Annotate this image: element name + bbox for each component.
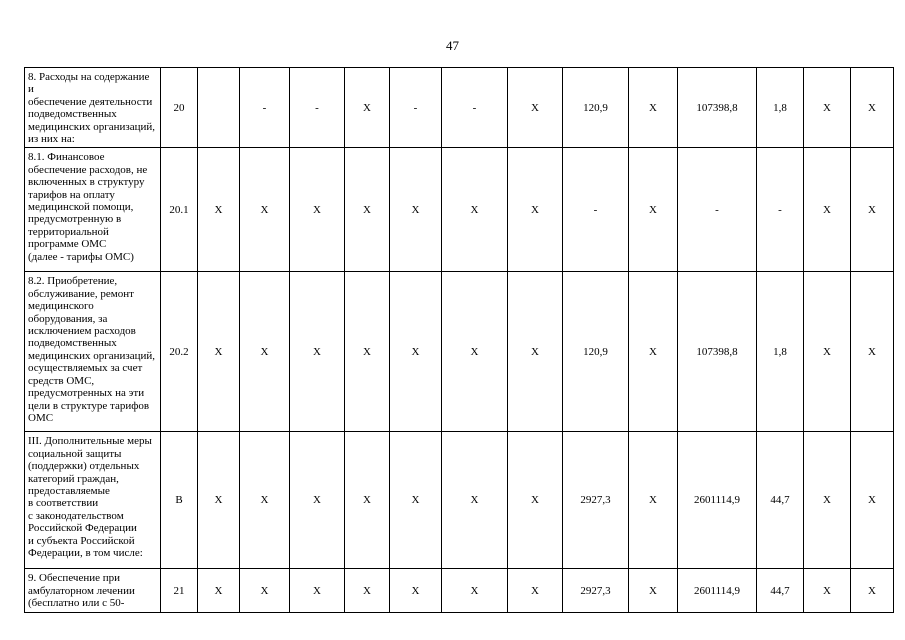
table-cell: X xyxy=(629,272,678,432)
table-cell: 2927,3 xyxy=(563,432,629,569)
table-cell: X xyxy=(508,432,563,569)
row-name-line: в соответствии xyxy=(28,497,99,510)
budget-table xyxy=(24,67,894,613)
row-name-line: Российской Федерации xyxy=(28,522,137,535)
table-cell: X xyxy=(198,272,240,432)
row-name-line: 9. Обеспечение при xyxy=(28,572,121,585)
row-name-line: и субъекта Российской xyxy=(28,534,135,547)
row-code-cell: 20.2 xyxy=(161,272,198,432)
row-name-line: предоставляемые xyxy=(28,485,110,498)
row-name-line: исключением расходов xyxy=(28,325,136,338)
row-name-line: из них на: xyxy=(28,133,75,146)
table-row xyxy=(25,272,894,432)
row-name-line: территориальной xyxy=(28,225,109,238)
table-cell: X xyxy=(851,569,894,613)
table-row xyxy=(25,68,894,148)
table-cell: X xyxy=(851,272,894,432)
row-name xyxy=(25,432,161,569)
row-name xyxy=(25,272,161,432)
table-cell: X xyxy=(198,432,240,569)
row-name-line: ОМС xyxy=(28,411,54,424)
table-cell: X xyxy=(390,272,442,432)
table-cell: X xyxy=(851,68,894,148)
table-cell: 107398,8 xyxy=(678,68,757,148)
table-cell: X xyxy=(804,272,851,432)
table-cell: X xyxy=(804,432,851,569)
row-code-cell: 20.1 xyxy=(161,148,198,272)
table-cell: X xyxy=(508,148,563,272)
row-name-line: (поддержки) отдельных xyxy=(28,460,140,473)
row-name-line: амбулаторном лечении xyxy=(28,584,135,597)
table-cell: - xyxy=(563,148,629,272)
page-number: 47 xyxy=(446,38,459,53)
row-name-line: (далее - тарифы ОМС) xyxy=(28,250,134,263)
table-cell: X xyxy=(390,432,442,569)
row-name-line: медицинского xyxy=(28,300,94,313)
table-cell: 2927,3 xyxy=(563,569,629,613)
row-code-cell: 21 xyxy=(161,569,198,613)
table-cell: 2601114,9 xyxy=(678,569,757,613)
table-cell: - xyxy=(442,68,508,148)
table-cell: X xyxy=(290,432,345,569)
table-cell: - xyxy=(290,68,345,148)
row-name-line: Федерации, в том числе: xyxy=(28,547,143,560)
table-cell: 44,7 xyxy=(757,569,804,613)
row-name-line: осуществляемых за счет xyxy=(28,362,143,375)
table-cell: X xyxy=(508,272,563,432)
row-name-line: подведомственных xyxy=(28,337,117,350)
row-code-cell: 20 xyxy=(161,68,198,148)
table-cell: X xyxy=(198,148,240,272)
table-cell: X xyxy=(442,148,508,272)
table-cell: - xyxy=(240,68,290,148)
table-cell: X xyxy=(508,569,563,613)
row-name-line: обслуживание, ремонт xyxy=(28,287,134,300)
table-cell: X xyxy=(240,432,290,569)
row-name-line: категорий граждан, xyxy=(28,472,119,485)
table-cell: 1,8 xyxy=(757,68,804,148)
table-cell: 2601114,9 xyxy=(678,432,757,569)
row-name-line: 8. Расходы на содержание и xyxy=(28,71,150,96)
row-name-line: подведомственных xyxy=(28,108,117,121)
table-cell: X xyxy=(629,569,678,613)
table-cell: X xyxy=(290,272,345,432)
table-cell: X xyxy=(345,68,390,148)
row-name-line: (бесплатно или с 50- xyxy=(28,597,125,610)
row-name-line: средств ОМС, xyxy=(28,374,95,387)
table-cell: X xyxy=(851,432,894,569)
row-name-line: медицинской помощи, xyxy=(28,201,134,214)
table-cell: - xyxy=(757,148,804,272)
row-name-line: предусмотренных на эти xyxy=(28,387,145,400)
row-name xyxy=(25,68,161,148)
table-cell: 44,7 xyxy=(757,432,804,569)
table-cell: 1,8 xyxy=(757,272,804,432)
table-cell: - xyxy=(678,148,757,272)
row-name-line: с законодательством xyxy=(28,509,124,522)
row-name-line: социальной защиты xyxy=(28,447,122,460)
row-name-line: медицинских организаций, xyxy=(28,120,156,133)
row-name xyxy=(25,148,161,272)
table-cell: X xyxy=(629,432,678,569)
table-cell: X xyxy=(804,148,851,272)
table-cell: X xyxy=(629,148,678,272)
row-name-line: оборудования, за xyxy=(28,312,108,325)
row-name-line: обеспечение расходов, не xyxy=(28,163,148,176)
row-name-line: цели в структуре тарифов xyxy=(28,399,150,412)
row-name-line: тарифов на оплату xyxy=(28,188,115,201)
table-cell: X xyxy=(290,569,345,613)
table-row xyxy=(25,432,894,569)
table-cell: X xyxy=(390,569,442,613)
row-name-line: III. Дополнительные меры xyxy=(28,435,152,448)
table-cell: X xyxy=(442,569,508,613)
table-cell: 120,9 xyxy=(563,68,629,148)
table-cell: X xyxy=(442,272,508,432)
row-name-line: 8.2. Приобретение, xyxy=(28,275,118,288)
table-cell: X xyxy=(345,272,390,432)
table-cell: X xyxy=(345,148,390,272)
row-name-line: 8.1. Финансовое xyxy=(28,151,105,164)
table-cell: X xyxy=(851,148,894,272)
table-cell: X xyxy=(442,432,508,569)
table-cell xyxy=(198,68,240,148)
table-cell: X xyxy=(508,68,563,148)
table-cell: - xyxy=(390,68,442,148)
row-name-line: включенных в структуру xyxy=(28,176,145,189)
table-cell: X xyxy=(198,569,240,613)
row-name-line: предусмотренную в xyxy=(28,213,122,226)
table-cell: 107398,8 xyxy=(678,272,757,432)
table-cell: X xyxy=(290,148,345,272)
row-name xyxy=(25,569,161,613)
table-row xyxy=(25,148,894,272)
table-cell: X xyxy=(240,148,290,272)
table-cell: 120,9 xyxy=(563,272,629,432)
table-row xyxy=(25,569,894,613)
row-name-line: программе ОМС xyxy=(28,238,107,251)
table-cell: X xyxy=(804,68,851,148)
table-cell: X xyxy=(240,569,290,613)
table-cell: X xyxy=(390,148,442,272)
table-cell: X xyxy=(629,68,678,148)
table-cell: X xyxy=(804,569,851,613)
row-name-line: медицинских организаций, xyxy=(28,349,156,362)
table-cell: X xyxy=(345,432,390,569)
table-cell: X xyxy=(345,569,390,613)
row-code-cell: В xyxy=(161,432,198,569)
table-cell: X xyxy=(240,272,290,432)
row-name-line: обеспечение деятельности xyxy=(28,95,153,108)
